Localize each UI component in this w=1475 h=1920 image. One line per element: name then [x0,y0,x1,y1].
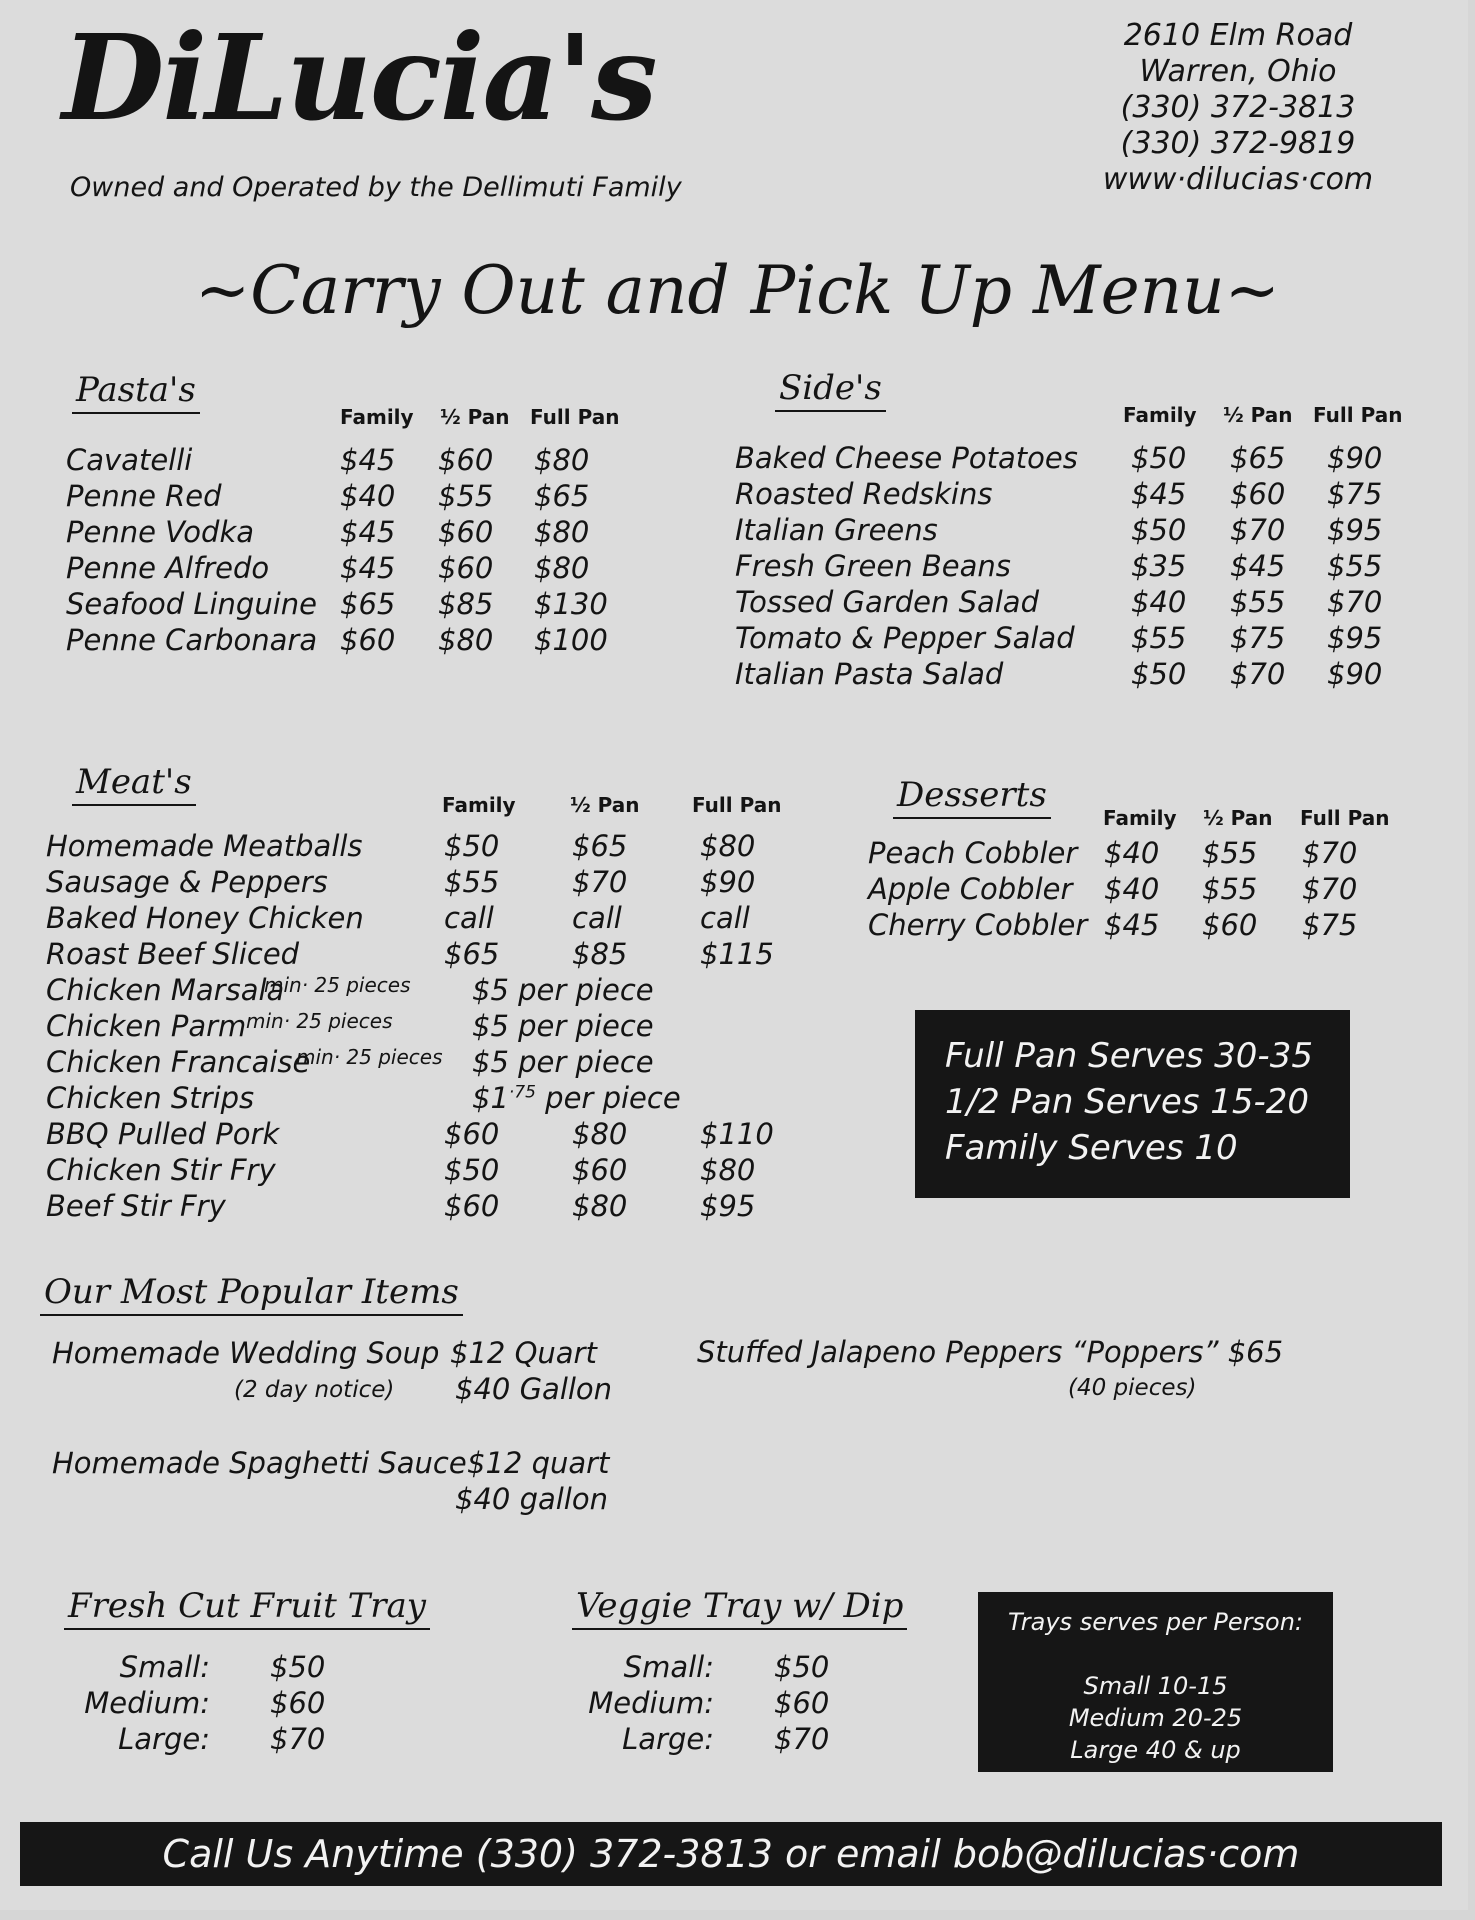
side-full-price: $70 [1327,585,1383,619]
meat-per-piece-minimum: min· 25 pieces [264,973,411,997]
side-name: Roasted Redskins [735,477,993,511]
meats-col-half: ½ Pan [570,793,640,817]
meat-per-piece-price: $5 per piece [472,1045,654,1079]
meats-col-full: Full Pan [692,793,782,817]
pasta-family-price: $60 [340,623,396,657]
dessert-family-price: $45 [1104,908,1160,942]
meat-family-price: $55 [444,865,500,899]
sides-col-half: ½ Pan [1223,403,1293,427]
side-full-price: $90 [1327,441,1383,475]
meat-half-price: $70 [572,865,628,899]
tray-servings-box [978,1592,1333,1772]
pasta-half-price: $60 [438,443,494,477]
side-name: Baked Cheese Potatoes [735,441,1078,475]
fruit-tray-size: Large: [118,1722,210,1756]
meat-half-price: $80 [572,1117,628,1151]
meat-name: BBQ Pulled Pork [46,1117,280,1151]
tagline: Owned and Operated by the Dellimuti Family [70,172,682,203]
dessert-half-price: $55 [1202,836,1258,870]
meat-half-price: $85 [572,937,628,971]
meat-full-price: $110 [700,1117,774,1151]
meat-strips-cents: ·75 [508,1082,536,1103]
pasta-family-price: $40 [340,479,396,513]
pastas-col-family: Family [340,405,414,429]
serves-family: Family Serves 10 [945,1128,1238,1168]
side-family-price: $35 [1131,549,1187,583]
side-full-price: $90 [1327,657,1383,691]
meat-full-price: $80 [700,829,756,863]
dessert-full-price: $70 [1302,836,1358,870]
side-family-price: $50 [1131,657,1187,691]
phone-2[interactable]: (330) 372-9819 [1120,126,1356,161]
side-half-price: $60 [1230,477,1286,511]
side-half-price: $70 [1230,513,1286,547]
side-name: Tomato & Pepper Salad [735,621,1075,655]
side-half-price: $70 [1230,657,1286,691]
sides-col-full: Full Pan [1313,403,1403,427]
fruit-tray-price: $50 [270,1650,326,1684]
desserts-col-half: ½ Pan [1203,806,1273,830]
pasta-family-price: $65 [340,587,396,621]
pasta-full-price: $100 [534,623,608,657]
dessert-half-price: $60 [1202,908,1258,942]
pasta-half-price: $60 [438,551,494,585]
meat-family-price: $50 [444,1153,500,1187]
meats-col-family: Family [442,793,516,817]
meat-full-price: $95 [700,1189,756,1223]
side-half-price: $45 [1230,549,1286,583]
dessert-name: Peach Cobbler [868,836,1078,870]
phone-1[interactable]: (330) 372-3813 [1120,90,1356,125]
meat-full-price: $90 [700,865,756,899]
restaurant-logo: DiLucia's [62,8,656,147]
meat-per-piece-price: $5 per piece [472,973,654,1007]
wedding-soup-name: Homemade Wedding Soup [52,1336,440,1370]
pasta-name: Cavatelli [66,443,193,477]
side-full-price: $55 [1327,549,1383,583]
poppers-name: Stuffed Jalapeno Peppers “Poppers” $65 [697,1335,1284,1369]
desserts-heading: Desserts [893,775,1051,819]
meat-per-piece-name: Chicken Marsala [46,973,285,1007]
street: 2610 Elm Road [1123,18,1353,53]
side-half-price: $65 [1230,441,1286,475]
website-link[interactable]: www·dilucias·com [1102,162,1374,197]
side-name: Fresh Green Beans [735,549,1011,583]
meat-name: Sausage & Peppers [46,865,328,899]
meat-per-piece-price: $5 per piece [472,1009,654,1043]
veggie-tray-price: $50 [774,1650,830,1684]
side-half-price: $55 [1230,585,1286,619]
pasta-name: Penne Carbonara [66,623,318,657]
pasta-full-price: $65 [534,479,590,513]
dessert-family-price: $40 [1104,836,1160,870]
dessert-full-price: $75 [1302,908,1358,942]
veggie-tray-price: $60 [774,1686,830,1720]
veggie-tray-price: $70 [774,1722,830,1756]
pasta-name: Penne Vodka [66,515,255,549]
meat-strips-price [472,1081,681,1115]
meat-strips-name: Chicken Strips [46,1081,255,1115]
desserts-col-full: Full Pan [1300,806,1390,830]
meat-per-piece-name: Chicken Parm [46,1009,247,1043]
meat-strips-unit: per piece [545,1081,681,1115]
meats-heading: Meat's [72,762,196,806]
meat-name: Roast Beef Sliced [46,937,300,971]
sauce-gallon: $40 gallon [455,1482,608,1516]
side-full-price: $75 [1327,477,1383,511]
meat-name: Homemade Meatballs [46,829,363,863]
pasta-full-price: $80 [534,551,590,585]
dessert-name: Cherry Cobbler [868,908,1088,942]
meat-family-price: call [444,901,494,935]
veggie-tray-size: Large: [622,1722,714,1756]
meat-name: Beef Stir Fry [46,1189,226,1223]
popular-heading: Our Most Popular Items [40,1272,463,1316]
sauce-quart: $12 quart [467,1446,610,1480]
sides-col-family: Family [1123,403,1197,427]
side-family-price: $55 [1131,621,1187,655]
meat-half-price: $65 [572,829,628,863]
pastas-col-half: ½ Pan [440,405,510,429]
fruit-tray-heading: Fresh Cut Fruit Tray [64,1586,430,1630]
side-name: Italian Pasta Salad [735,657,1004,691]
meat-family-price: $65 [444,937,500,971]
desserts-col-family: Family [1103,806,1177,830]
pasta-name: Penne Red [66,479,222,513]
pasta-family-price: $45 [340,443,396,477]
meat-per-piece-minimum: min· 25 pieces [296,1045,443,1069]
sides-heading: Side's [775,368,886,412]
fruit-tray-price: $70 [270,1722,326,1756]
veggie-tray-heading: Veggie Tray w/ Dip [572,1586,907,1630]
side-family-price: $50 [1131,513,1187,547]
address-block [1088,18,1388,198]
pasta-family-price: $45 [340,515,396,549]
city: Warren, Ohio [1139,54,1337,89]
side-name: Tossed Garden Salad [735,585,1039,619]
meat-family-price: $60 [444,1189,500,1223]
meat-half-price: $80 [572,1189,628,1223]
footer-contact-bar: Call Us Anytime (330) 372-3813 or email bob@dilucias·com [20,1822,1442,1886]
veggie-tray-size: Small: [623,1650,714,1684]
meat-strips-dollars: $1 [472,1081,509,1115]
wedding-soup-quart: $12 Quart [450,1336,597,1370]
sauce-name: Homemade Spaghetti Sauce [52,1446,467,1480]
meat-full-price: $115 [700,937,774,971]
pasta-half-price: $80 [438,623,494,657]
veggie-tray-size: Medium: [588,1686,714,1720]
pasta-full-price: $80 [534,443,590,477]
side-family-price: $40 [1131,585,1187,619]
pasta-half-price: $85 [438,587,494,621]
side-full-price: $95 [1327,621,1383,655]
meat-name: Baked Honey Chicken [46,901,364,935]
tray-servings-title: Trays serves per Person: [1007,1608,1304,1636]
pastas-col-full: Full Pan [530,405,620,429]
side-half-price: $75 [1230,621,1286,655]
fruit-tray-price: $60 [270,1686,326,1720]
meat-family-price: $50 [444,829,500,863]
pasta-full-price: $130 [534,587,608,621]
dessert-name: Apple Cobbler [868,872,1073,906]
pasta-name: Seafood Linguine [66,587,318,621]
pasta-half-price: $55 [438,479,494,513]
pasta-half-price: $60 [438,515,494,549]
meat-per-piece-minimum: min· 25 pieces [246,1009,393,1033]
serves-full-pan: Full Pan Serves 30-35 [945,1036,1313,1076]
dessert-full-price: $70 [1302,872,1358,906]
meat-name: Chicken Stir Fry [46,1153,276,1187]
side-family-price: $45 [1131,477,1187,511]
meat-full-price: call [700,901,750,935]
serves-half-pan: 1/2 Pan Serves 15-20 [945,1082,1310,1122]
meat-full-price: $80 [700,1153,756,1187]
side-family-price: $50 [1131,441,1187,475]
fruit-tray-size: Medium: [84,1686,210,1720]
menu-title: ~Carry Out and Pick Up Menu~ [195,252,1280,329]
meat-per-piece-name: Chicken Francaise [46,1045,311,1079]
wedding-soup-gallon: $40 Gallon [455,1372,613,1406]
dessert-half-price: $55 [1202,872,1258,906]
tray-small-serves: Small 10-15 [1083,1672,1228,1700]
pasta-name: Penne Alfredo [66,551,270,585]
wedding-soup-note: (2 day notice) [234,1377,395,1403]
meat-half-price: $60 [572,1153,628,1187]
tray-large-serves: Large 40 & up [1070,1736,1241,1764]
meat-family-price: $60 [444,1117,500,1151]
dessert-family-price: $40 [1104,872,1160,906]
pasta-family-price: $45 [340,551,396,585]
side-full-price: $95 [1327,513,1383,547]
tray-medium-serves: Medium 20-25 [1068,1704,1243,1732]
side-name: Italian Greens [735,513,938,547]
fruit-tray-size: Small: [119,1650,210,1684]
pastas-heading: Pasta's [72,370,200,414]
serving-sizes-box [915,1010,1350,1198]
pasta-full-price: $80 [534,515,590,549]
meat-half-price: call [572,901,622,935]
poppers-note: (40 pieces) [1068,1375,1197,1401]
